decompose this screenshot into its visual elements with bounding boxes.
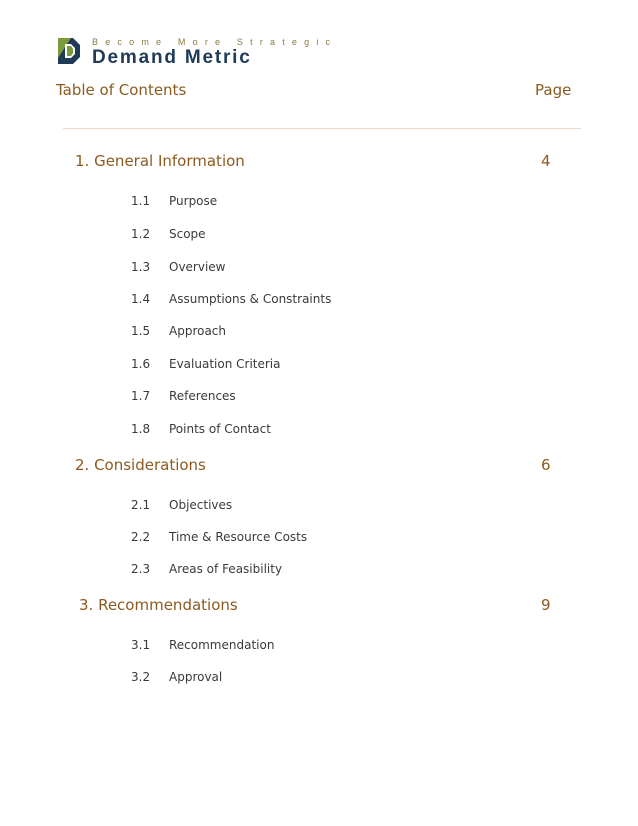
toc-item-areas-of-feasibility[interactable]: Areas of Feasibility: [169, 562, 283, 576]
logo-name: Demand Metric: [92, 47, 252, 68]
toc-item-overview[interactable]: Overview: [169, 260, 226, 274]
toc-section-general-information[interactable]: 1. General Information: [75, 152, 245, 170]
toc-item-number: 2.2: [131, 530, 151, 544]
toc-item-number: 1.8: [131, 422, 151, 436]
toc-item-number: 1.2: [131, 227, 151, 241]
toc-item-number: 3.2: [131, 670, 151, 684]
toc-item-number: 1.7: [131, 389, 151, 403]
toc-item-approach[interactable]: Approach: [169, 324, 227, 338]
toc-section-recommendations[interactable]: 3. Recommendations: [79, 596, 238, 614]
toc-section-page: 4: [541, 152, 551, 170]
logo-mark-icon: [56, 36, 86, 66]
toc-item-points-of-contact[interactable]: Points of Contact: [169, 422, 271, 436]
toc-item-number: 1.5: [131, 324, 151, 338]
toc-title: Table of Contents: [56, 81, 187, 99]
toc-item-number: 2.3: [131, 562, 151, 576]
toc-section-page: 6: [541, 456, 551, 474]
toc-item-evaluation-criteria[interactable]: Evaluation Criteria: [169, 357, 281, 371]
logo-tagline: Become More Strategic: [92, 37, 338, 47]
header-divider: [63, 128, 581, 129]
toc-item-purpose[interactable]: Purpose: [169, 194, 218, 208]
toc-item-number: 1.1: [131, 194, 151, 208]
toc-item-number: 1.4: [131, 292, 151, 306]
toc-item-recommendation[interactable]: Recommendation: [169, 638, 275, 652]
toc-item-number: 1.3: [131, 260, 151, 274]
toc-item-assumptions-constraints[interactable]: Assumptions & Constraints: [169, 292, 332, 306]
toc-item-time-resource-costs[interactable]: Time & Resource Costs: [169, 530, 308, 544]
toc-section-page: 9: [541, 596, 551, 614]
toc-item-scope[interactable]: Scope: [169, 227, 206, 241]
toc-item-number: 2.1: [131, 498, 151, 512]
toc-item-number: 1.6: [131, 357, 151, 371]
toc-item-approval[interactable]: Approval: [169, 670, 223, 684]
toc-item-objectives[interactable]: Objectives: [169, 498, 233, 512]
toc-item-number: 3.1: [131, 638, 151, 652]
demand-metric-logo: [56, 36, 338, 68]
toc-item-references[interactable]: References: [169, 389, 236, 403]
toc-page-header: Page: [535, 81, 572, 99]
toc-section-considerations[interactable]: 2. Considerations: [75, 456, 206, 474]
